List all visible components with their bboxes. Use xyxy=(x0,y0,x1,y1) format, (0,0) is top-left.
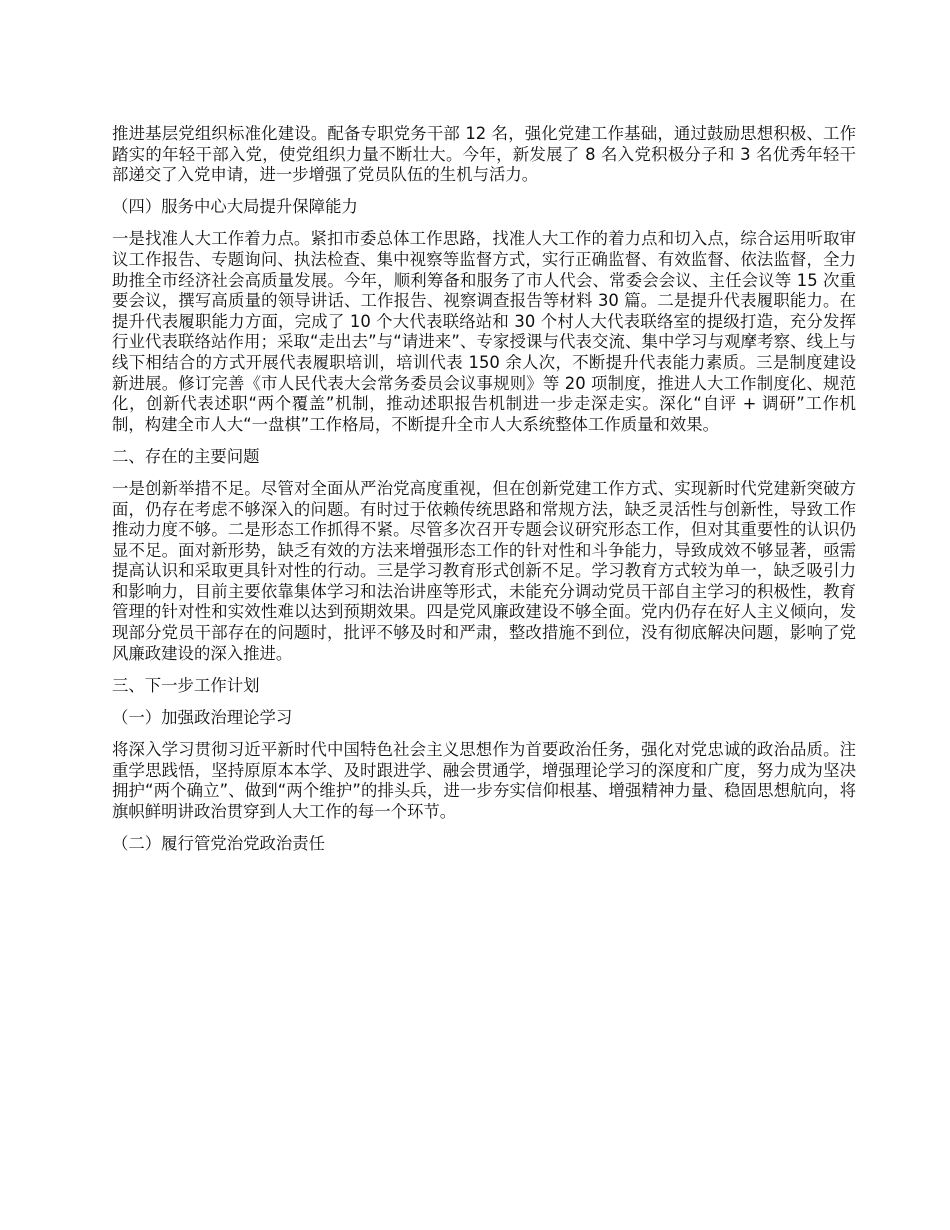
section-heading-party-responsibility: （二）履行管党治党政治责任 xyxy=(112,833,326,853)
section-heading-main-problems: 二、存在的主要问题 xyxy=(112,446,260,466)
section-heading-service-center: （四）服务中心大局提升保障能力 xyxy=(112,197,358,217)
paragraph-political-theory: 将深入学习贯彻习近平新时代中国特色社会主义思想作为首要政治任务，强化对党忠诚的政治品质。注重学思践悟，坚持原原本本学、及时跟进学、融会贯通学，增强理论学习的深度和广度，努力成为坚决拥护“两个确立”、做到“两个维护”的排头兵，进一步夯实信仰根基、增强精神力量、稳固思想航向，将旗帜鲜明讲政治贯穿到人大工作的每一个环节。 xyxy=(112,739,856,821)
document-body xyxy=(112,124,856,854)
paragraph-party-building: 推进基层党组织标准化建设。配备专职党务干部 12 名，强化党建工作基础，通过鼓励思想积极、工作踏实的年轻干部入党，使党组织力量不断壮大。今年，新发展了 8 名入党积极分子和 3 名优秀年轻干部递交了入党申请，进一步增强了党员队伍的生机与活力。 xyxy=(112,124,856,185)
section-heading-political-theory: （一）加强政治理论学习 xyxy=(112,707,293,727)
paragraph-service-center: 一是找准人大工作着力点。紧扣市委总体工作思路，找准人大工作的着力点和切入点，综合运用听取审议工作报告、专题询问、执法检查、集中视察等监督方式，实行正确监督、有效监督、依法监督，全力助推全市经济社会高质量发展。今年，顺利筹备和服务了市人代会、常委会会议、主任会议等 15 次重要会议，撰写高质量的领导讲话、工作报告、视察调查报告等材料 30 篇。二是提升代表履职能力。在提升代表履职能力方面，完成了 10 个大代表联络站和 30 个村人大代表联络室的提级打造，充分发挥行业代表联络站作用；采取“走出去”与“请进来”、专家授课与代表交流、集中学习与观摩考察、线上与线下相结合的方式开展代表履职培训，培训代表 150 余人次，不断提升代表能力素质。三是制度建设新进展。修订完善《市人民代表大会常务委员会议事规则》等 20 项制度，推进人大工作制度化、规范化，创新代表述职“两个覆盖”机制，推动述职报告机制进一步走深走实。深化“自评 + 调研”工作机制，构建全市人大“一盘棋”工作格局，不断提升全市人大系统整体工作质量和效果。 xyxy=(112,229,856,434)
section-heading-next-plan: 三、下一步工作计划 xyxy=(112,675,260,695)
paragraph-main-problems: 一是创新举措不足。尽管对全面从严治党高度重视，但在创新党建工作方式、实现新时代党建新突破方面，仍存在考虑不够深入的问题。有时过于依赖传统思路和常规方法，缺乏灵活性与创新性，导致工作推动力度不够。二是形态工作抓得不紧。尽管多次召开专题会议研究形态工作，但对其重要性的认识仍显不足。面对新形势，缺乏有效的方法来增强形态工作的针对性和斗争能力，导致成效不够显著，亟需提高认识和采取更具针对性的行动。三是学习教育形式创新不足。学习教育方式较为单一，缺乏吸引力和影响力，目前主要依靠集体学习和法治讲座等形式，未能充分调动党员干部自主学习的积极性，教育管理的针对性和实效性难以达到预期效果。四是党风廉政建设不够全面。党内仍存在好人主义倾向，发现部分党员干部存在的问题时，批评不够及时和严肃，整改措施不到位，没有彻底解决问题，影响了党风廉政建设的深入推进。 xyxy=(112,478,856,663)
